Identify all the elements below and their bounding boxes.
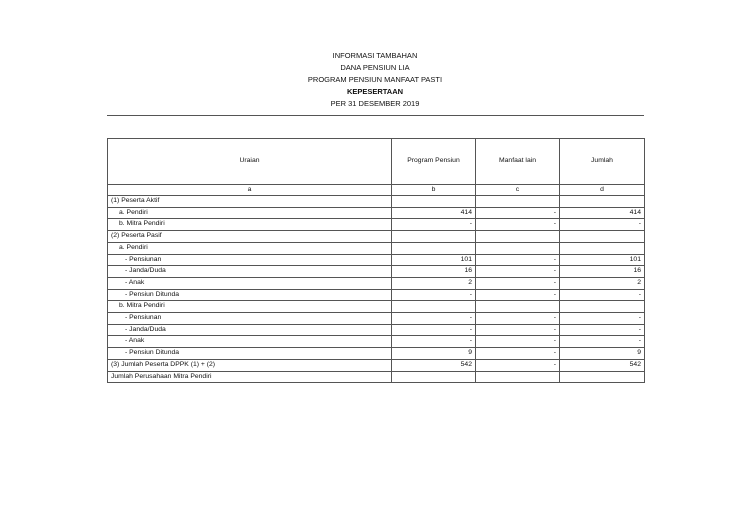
header-line-2: DANA PENSIUN LIA xyxy=(340,63,410,72)
table-row xyxy=(108,196,645,208)
membership-table xyxy=(107,138,645,383)
cell-jumlah: 414 xyxy=(560,207,645,219)
table-row xyxy=(108,277,645,289)
cell-program-pensiun: - xyxy=(392,324,476,336)
cell-jumlah: - xyxy=(560,313,645,325)
row-label: - Anak xyxy=(108,336,392,348)
table-row xyxy=(108,301,645,313)
column-header-uraian: Uraian xyxy=(108,139,392,185)
cell-program-pensiun xyxy=(392,231,476,243)
cell-manfaat-lain: - xyxy=(476,313,560,325)
cell-program-pensiun: 16 xyxy=(392,266,476,278)
cell-manfaat-lain: - xyxy=(476,277,560,289)
cell-jumlah: 101 xyxy=(560,254,645,266)
report-header xyxy=(0,50,750,110)
cell-jumlah: 2 xyxy=(560,277,645,289)
cell-manfaat-lain: - xyxy=(476,254,560,266)
report-date: PER 31 DESEMBER 2019 xyxy=(330,99,420,108)
cell-jumlah: 542 xyxy=(560,359,645,371)
row-label: (1) Peserta Aktif xyxy=(108,196,392,208)
cell-manfaat-lain: - xyxy=(476,219,560,231)
cell-program-pensiun xyxy=(392,196,476,208)
cell-jumlah: 9 xyxy=(560,348,645,360)
report-title: KEPESERTAAN xyxy=(346,87,404,96)
table-row xyxy=(108,313,645,325)
cell-jumlah xyxy=(560,242,645,254)
row-label: a. Pendiri xyxy=(108,207,392,219)
table-row xyxy=(108,219,645,231)
cell-program-pensiun xyxy=(392,242,476,254)
cell-jumlah: 16 xyxy=(560,266,645,278)
column-header-program-pensiun: Program Pensiun xyxy=(392,139,476,185)
row-label: - Pensiunan xyxy=(108,313,392,325)
cell-manfaat-lain: - xyxy=(476,289,560,301)
table-row xyxy=(108,371,645,383)
cell-program-pensiun: 101 xyxy=(392,254,476,266)
table-row xyxy=(108,324,645,336)
row-label: (3) Jumlah Peserta DPPK (1) + (2) xyxy=(108,359,392,371)
cell-manfaat-lain: - xyxy=(476,348,560,360)
row-label: - Janda/Duda xyxy=(108,266,392,278)
table-row xyxy=(108,336,645,348)
row-label: b. Mitra Pendiri xyxy=(108,219,392,231)
cell-jumlah: - xyxy=(560,336,645,348)
cell-jumlah xyxy=(560,371,645,383)
cell-program-pensiun: 414 xyxy=(392,207,476,219)
cell-manfaat-lain xyxy=(476,371,560,383)
row-label: - Janda/Duda xyxy=(108,324,392,336)
column-code: d xyxy=(560,185,645,196)
row-label: b. Mitra Pendiri xyxy=(108,301,392,313)
cell-jumlah xyxy=(560,231,645,243)
header-line-3: PROGRAM PENSIUN MANFAAT PASTI xyxy=(307,75,443,84)
cell-program-pensiun: - xyxy=(392,219,476,231)
table-row xyxy=(108,207,645,219)
table-row xyxy=(108,289,645,301)
cell-program-pensiun: 542 xyxy=(392,359,476,371)
cell-manfaat-lain: - xyxy=(476,266,560,278)
column-code: c xyxy=(476,185,560,196)
cell-program-pensiun: - xyxy=(392,313,476,325)
table-row xyxy=(108,242,645,254)
column-code: b xyxy=(392,185,476,196)
cell-program-pensiun xyxy=(392,301,476,313)
row-label: - Pensiun Ditunda xyxy=(108,348,392,360)
row-label: (2) Peserta Pasif xyxy=(108,231,392,243)
cell-manfaat-lain xyxy=(476,301,560,313)
cell-jumlah xyxy=(560,196,645,208)
table-row xyxy=(108,254,645,266)
column-code: a xyxy=(108,185,392,196)
cell-manfaat-lain: - xyxy=(476,359,560,371)
row-label: a. Pendiri xyxy=(108,242,392,254)
cell-program-pensiun: 9 xyxy=(392,348,476,360)
column-code-row xyxy=(108,185,645,196)
cell-manfaat-lain: - xyxy=(476,324,560,336)
column-header-jumlah: Jumlah xyxy=(560,139,645,185)
cell-manfaat-lain xyxy=(476,242,560,254)
row-label: - Pensiun Ditunda xyxy=(108,289,392,301)
table-row xyxy=(108,359,645,371)
cell-program-pensiun: - xyxy=(392,336,476,348)
table-row xyxy=(108,266,645,278)
header-line-1: INFORMASI TAMBAHAN xyxy=(332,51,418,60)
cell-manfaat-lain: - xyxy=(476,207,560,219)
table-row xyxy=(108,348,645,360)
cell-jumlah xyxy=(560,301,645,313)
cell-manfaat-lain xyxy=(476,231,560,243)
cell-jumlah: - xyxy=(560,289,645,301)
cell-manfaat-lain xyxy=(476,196,560,208)
cell-program-pensiun: 2 xyxy=(392,277,476,289)
cell-jumlah: - xyxy=(560,219,645,231)
cell-jumlah: - xyxy=(560,324,645,336)
column-header-row xyxy=(108,139,645,185)
row-label: - Anak xyxy=(108,277,392,289)
row-label: Jumlah Perusahaan Mitra Pendiri xyxy=(108,371,392,383)
cell-manfaat-lain: - xyxy=(476,336,560,348)
row-label: - Pensiunan xyxy=(108,254,392,266)
table-row xyxy=(108,231,645,243)
header-divider xyxy=(107,115,644,116)
column-header-manfaat-lain: Manfaat lain xyxy=(476,139,560,185)
cell-program-pensiun xyxy=(392,371,476,383)
cell-program-pensiun: - xyxy=(392,289,476,301)
